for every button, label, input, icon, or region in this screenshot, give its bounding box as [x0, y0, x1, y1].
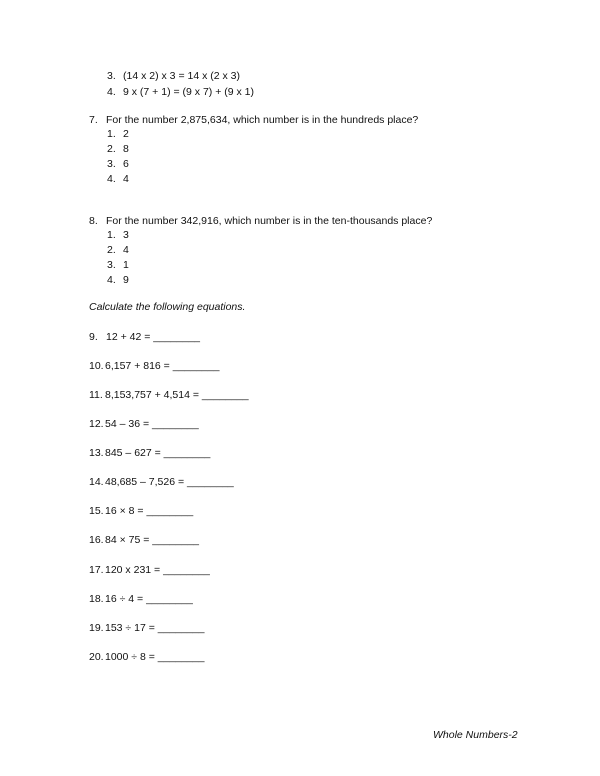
option-number: 1. — [107, 128, 116, 140]
page-footer: Whole Numbers-2 — [433, 729, 518, 741]
equation-text: 54 – 36 = ________ — [105, 418, 199, 430]
equation-row — [89, 476, 234, 489]
question-number: 7. — [89, 114, 98, 126]
option-text: 4 — [123, 244, 129, 256]
instructions: Calculate the following equations. — [89, 301, 246, 313]
equation-row — [89, 593, 193, 606]
option-number: 3. — [107, 259, 116, 271]
option-text: 2 — [123, 128, 129, 140]
equation-row — [89, 564, 210, 577]
equation-row — [89, 360, 219, 373]
option-number: 3. — [107, 158, 116, 170]
option-text: 6 — [123, 158, 129, 170]
equation-number: 10. — [89, 360, 104, 372]
equation-text: 6,157 + 816 = ________ — [105, 360, 220, 372]
option-text: (14 x 2) x 3 = 14 x (2 x 3) — [123, 70, 241, 82]
option-row — [107, 86, 254, 99]
equation-number: 9. — [89, 331, 98, 343]
question-text: For the number 342,916, which number is in the ten-thousands place? — [106, 215, 433, 227]
option-number: 4. — [107, 173, 116, 185]
option-row — [107, 259, 129, 272]
equation-number: 13. — [89, 447, 104, 459]
equation-text: 84 × 75 = ________ — [105, 534, 200, 546]
option-number: 2. — [107, 143, 116, 155]
equation-text: 120 x 231 = ________ — [105, 564, 210, 576]
question-8 — [89, 215, 432, 228]
option-text: 9 — [123, 274, 129, 286]
option-row — [107, 173, 129, 186]
option-row — [107, 244, 129, 257]
equation-text: 16 ÷ 4 = ________ — [105, 593, 193, 605]
equation-number: 18. — [89, 593, 104, 605]
equation-row — [89, 534, 199, 547]
question-text: For the number 2,875,634, which number is in the hundreds place? — [106, 114, 419, 126]
question-7 — [89, 114, 418, 127]
option-number: 2. — [107, 244, 116, 256]
equation-number: 16. — [89, 534, 104, 546]
equation-text: 48,685 – 7,526 = ________ — [105, 476, 234, 488]
option-row — [107, 158, 129, 171]
option-text: 4 — [123, 173, 129, 185]
option-row — [107, 143, 129, 156]
option-text: 3 — [123, 229, 129, 241]
equation-row — [89, 389, 249, 402]
option-text: 8 — [123, 143, 129, 155]
option-text: 9 x (7 + 1) = (9 x 7) + (9 x 1) — [123, 86, 255, 98]
equation-number: 14. — [89, 476, 104, 488]
equation-number: 20. — [89, 651, 104, 663]
equation-number: 12. — [89, 418, 104, 430]
option-row — [107, 229, 129, 242]
option-number: 3. — [107, 70, 116, 82]
equation-text: 8,153,757 + 4,514 = ________ — [105, 389, 249, 401]
option-number: 4. — [107, 86, 116, 98]
equation-row — [89, 505, 193, 518]
option-row — [107, 70, 240, 83]
equation-row — [89, 331, 200, 344]
equation-row — [89, 622, 204, 635]
option-number: 4. — [107, 274, 116, 286]
question-number: 8. — [89, 215, 98, 227]
option-row — [107, 274, 129, 287]
equation-number: 17. — [89, 564, 104, 576]
option-row — [107, 128, 129, 141]
equation-text: 153 ÷ 17 = ________ — [105, 622, 205, 634]
equation-row — [89, 418, 199, 431]
equation-row — [89, 651, 204, 664]
equation-number: 11. — [89, 389, 103, 401]
equation-text: 16 × 8 = ________ — [105, 505, 194, 517]
equation-row — [89, 447, 210, 460]
equation-number: 15. — [89, 505, 104, 517]
equation-text: 845 – 627 = ________ — [105, 447, 211, 459]
equation-number: 19. — [89, 622, 104, 634]
equation-text: 12 + 42 = ________ — [106, 331, 201, 343]
option-number: 1. — [107, 229, 116, 241]
option-text: 1 — [123, 259, 129, 271]
equation-text: 1000 ÷ 8 = ________ — [105, 651, 205, 663]
